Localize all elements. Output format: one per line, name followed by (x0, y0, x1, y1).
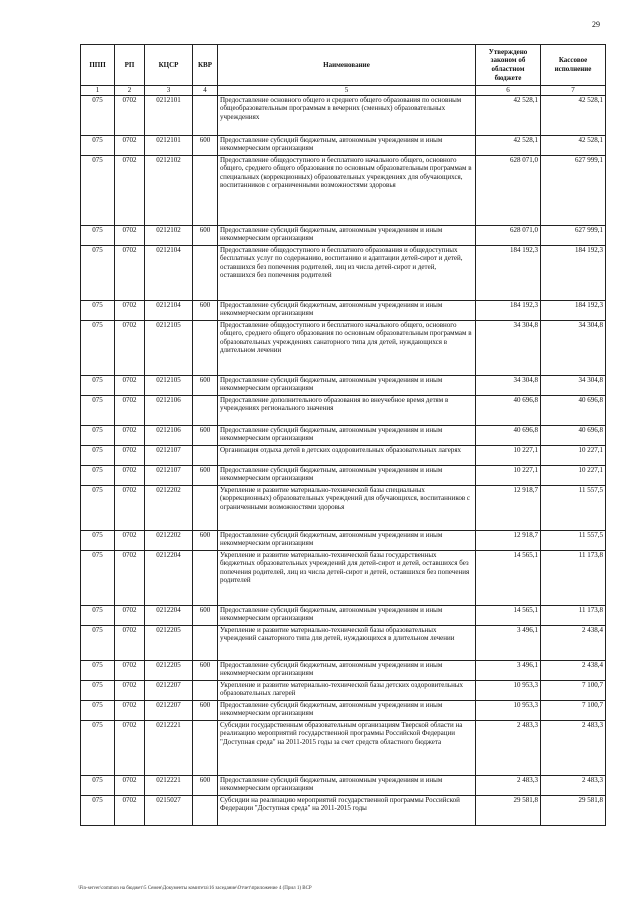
cell-kcsr: 0212104 (145, 245, 193, 300)
cell-kvr: 600 (193, 605, 218, 625)
cell-approved: 184 192,3 (476, 245, 541, 300)
cell-kvr: 600 (193, 135, 218, 155)
cell-name: Предоставление основного общего и среднего общего образования по основным общеобразовательным программам в вечерних (сменных) образовательных учреждениях (218, 95, 476, 135)
cell-ppp: 075 (81, 375, 115, 395)
cell-kvr: 600 (193, 465, 218, 485)
table-row (81, 530, 606, 550)
cell-rp: 0702 (115, 95, 145, 135)
cell-name: Укрепление и развитие материально-технической базы детских оздоровительных образовательных лагерей (218, 680, 476, 700)
cell-kcsr: 0215027 (145, 795, 193, 825)
col-header-executed: Кассовое исполнение (541, 45, 606, 86)
cell-name: Предоставление общедоступного и бесплатного начального общего, основного общего, среднего общего образования по основным образовательным программам в специальных (коррекционных) образовательных учреждениях для обучающихся, воспитанников с ограниченными возможностями здоровья (218, 155, 476, 225)
cell-executed: 11 173,8 (541, 550, 606, 605)
cell-ppp: 075 (81, 680, 115, 700)
cell-rp: 0702 (115, 245, 145, 300)
cell-name: Предоставление общедоступного и бесплатного образования и общедоступных бесплатных услуг по содержанию, воспитанию и адаптации детей-сирот и детей, оставшихся без попечения родителей, лиц из числа детей-сирот и детей, оставшихся без попечения родителей (218, 245, 476, 300)
col-number: 5 (218, 86, 476, 96)
cell-kcsr: 0212102 (145, 155, 193, 225)
table-row (81, 445, 606, 465)
cell-executed: 11 173,8 (541, 605, 606, 625)
cell-executed: 29 581,8 (541, 795, 606, 825)
cell-kcsr: 0212107 (145, 445, 193, 465)
cell-ppp: 075 (81, 155, 115, 225)
cell-approved: 628 071,0 (476, 155, 541, 225)
cell-rp: 0702 (115, 300, 145, 320)
cell-rp: 0702 (115, 155, 145, 225)
cell-rp: 0702 (115, 395, 145, 425)
cell-approved: 628 071,0 (476, 225, 541, 245)
table-row (81, 155, 606, 225)
cell-kcsr: 0212207 (145, 700, 193, 720)
cell-approved: 40 696,8 (476, 395, 541, 425)
cell-rp: 0702 (115, 720, 145, 775)
cell-approved: 14 565,1 (476, 605, 541, 625)
col-header-kvr: КВР (193, 45, 218, 86)
cell-rp: 0702 (115, 135, 145, 155)
cell-rp: 0702 (115, 795, 145, 825)
cell-rp: 0702 (115, 700, 145, 720)
cell-rp: 0702 (115, 530, 145, 550)
cell-approved: 3 496,1 (476, 625, 541, 660)
cell-executed: 40 696,8 (541, 395, 606, 425)
cell-ppp: 075 (81, 720, 115, 775)
footer-file-path: \Fin-server\common на бюджет\5 Семен\Документы комитета\16 заседание\Отчет\приложение 4 (Прил 1) ВСР (78, 886, 312, 891)
cell-approved: 14 565,1 (476, 550, 541, 605)
cell-kcsr: 0212204 (145, 605, 193, 625)
cell-rp: 0702 (115, 445, 145, 465)
cell-name: Предоставление общедоступного и бесплатного начального общего, основного общего, среднего общего образования по основным образовательным программам в образовательных учреждениях санаторного типа для детей, нуждающихся в длительном лечении (218, 320, 476, 375)
cell-name: Предоставление субсидий бюджетным, автономным учреждениям и иным некоммерческим организациям (218, 225, 476, 245)
cell-executed: 184 192,3 (541, 245, 606, 300)
cell-kcsr: 0212205 (145, 660, 193, 680)
cell-ppp: 075 (81, 795, 115, 825)
cell-kcsr: 0212101 (145, 135, 193, 155)
cell-executed: 2 483,3 (541, 720, 606, 775)
col-number: 3 (145, 86, 193, 96)
page-number: 29 (592, 20, 600, 29)
col-header-approved: Утверждено законом об областном бюджете (476, 45, 541, 86)
table-row (81, 775, 606, 795)
col-header-kcsr: КЦСР (145, 45, 193, 86)
cell-kvr (193, 720, 218, 775)
cell-approved: 34 304,8 (476, 320, 541, 375)
cell-kcsr: 0212106 (145, 395, 193, 425)
col-number: 7 (541, 86, 606, 96)
col-number: 6 (476, 86, 541, 96)
cell-kcsr: 0212202 (145, 485, 193, 530)
cell-kcsr: 0212102 (145, 225, 193, 245)
table-row (81, 135, 606, 155)
cell-approved: 3 496,1 (476, 660, 541, 680)
cell-approved: 10 953,3 (476, 700, 541, 720)
cell-kcsr: 0212105 (145, 375, 193, 395)
cell-rp: 0702 (115, 425, 145, 445)
table-row (81, 375, 606, 395)
cell-executed: 627 999,1 (541, 225, 606, 245)
cell-kcsr: 0212105 (145, 320, 193, 375)
cell-executed: 42 528,1 (541, 135, 606, 155)
cell-approved: 10 953,3 (476, 680, 541, 700)
cell-executed: 2 438,4 (541, 625, 606, 660)
cell-rp: 0702 (115, 625, 145, 660)
cell-approved: 10 227,1 (476, 445, 541, 465)
cell-executed: 42 528,1 (541, 95, 606, 135)
cell-approved: 29 581,8 (476, 795, 541, 825)
cell-executed: 7 100,7 (541, 680, 606, 700)
header-row (81, 45, 606, 86)
cell-ppp: 075 (81, 625, 115, 660)
cell-kvr (193, 550, 218, 605)
cell-rp: 0702 (115, 225, 145, 245)
budget-table (80, 44, 606, 826)
table-row (81, 625, 606, 660)
cell-name: Предоставление субсидий бюджетным, автономным учреждениям и иным некоммерческим организациям (218, 425, 476, 445)
cell-kcsr: 0212221 (145, 775, 193, 795)
cell-approved: 40 696,8 (476, 425, 541, 445)
cell-kvr (193, 95, 218, 135)
cell-approved: 12 918,7 (476, 485, 541, 530)
cell-ppp: 075 (81, 605, 115, 625)
cell-kcsr: 0212107 (145, 465, 193, 485)
cell-executed: 11 557,5 (541, 530, 606, 550)
cell-name: Укрепление и развитие материально-технической базы образовательных учреждений санаторного типа для детей, нуждающихся в длительном лечении (218, 625, 476, 660)
col-header-rp: РП (115, 45, 145, 86)
cell-name: Организация отдыха детей в детских оздоровительных образовательных лагерях (218, 445, 476, 465)
col-header-ppp: ППП (81, 45, 115, 86)
cell-name: Предоставление субсидий бюджетным, автономным учреждениям и иным некоммерческим организациям (218, 465, 476, 485)
cell-kcsr: 0212207 (145, 680, 193, 700)
col-header-name: Наименование (218, 45, 476, 86)
cell-ppp: 075 (81, 700, 115, 720)
table-row (81, 300, 606, 320)
cell-kvr: 600 (193, 375, 218, 395)
cell-kvr: 600 (193, 775, 218, 795)
table-row (81, 395, 606, 425)
table-row (81, 795, 606, 825)
cell-kvr: 600 (193, 530, 218, 550)
cell-rp: 0702 (115, 775, 145, 795)
cell-approved: 2 483,3 (476, 720, 541, 775)
table-row (81, 245, 606, 300)
cell-kvr (193, 395, 218, 425)
cell-kcsr: 0212221 (145, 720, 193, 775)
cell-rp: 0702 (115, 605, 145, 625)
cell-executed: 10 227,1 (541, 465, 606, 485)
cell-rp: 0702 (115, 320, 145, 375)
cell-kvr (193, 245, 218, 300)
cell-ppp: 075 (81, 320, 115, 375)
table-row (81, 485, 606, 530)
cell-kvr (193, 680, 218, 700)
cell-name: Укрепление и развитие материально-технической базы государственных бюджетных образовательных учреждений для детей-сирот и детей, оставшихся без попечения родителей, лиц из числа детей-сирот и детей, оставшихся без попечения родителей (218, 550, 476, 605)
cell-kvr (193, 795, 218, 825)
cell-ppp: 075 (81, 300, 115, 320)
cell-name: Предоставление субсидий бюджетным, автономным учреждениям и иным некоммерческим организациям (218, 700, 476, 720)
cell-kvr (193, 445, 218, 465)
cell-kvr (193, 320, 218, 375)
cell-ppp: 075 (81, 465, 115, 485)
cell-ppp: 075 (81, 135, 115, 155)
cell-ppp: 075 (81, 225, 115, 245)
cell-executed: 34 304,8 (541, 320, 606, 375)
cell-rp: 0702 (115, 660, 145, 680)
cell-kvr: 600 (193, 425, 218, 445)
cell-kcsr: 0212205 (145, 625, 193, 660)
cell-rp: 0702 (115, 375, 145, 395)
cell-name: Предоставление субсидий бюджетным, автономным учреждениям и иным некоммерческим организациям (218, 775, 476, 795)
cell-kvr: 600 (193, 660, 218, 680)
table-row (81, 320, 606, 375)
cell-name: Предоставление дополнительного образования во внеучебное время детям в учреждениях регионального значения (218, 395, 476, 425)
cell-ppp: 075 (81, 775, 115, 795)
cell-executed: 2 438,4 (541, 660, 606, 680)
cell-executed: 184 192,3 (541, 300, 606, 320)
cell-executed: 34 304,8 (541, 375, 606, 395)
cell-approved: 42 528,1 (476, 135, 541, 155)
cell-approved: 42 528,1 (476, 95, 541, 135)
table-row (81, 680, 606, 700)
cell-name: Предоставление субсидий бюджетным, автономным учреждениям и иным некоммерческим организациям (218, 605, 476, 625)
table-row (81, 465, 606, 485)
col-number: 1 (81, 86, 115, 96)
table-row (81, 700, 606, 720)
cell-kvr: 600 (193, 225, 218, 245)
cell-name: Предоставление субсидий бюджетным, автономным учреждениям и иным некоммерческим организациям (218, 660, 476, 680)
cell-kvr (193, 485, 218, 530)
cell-ppp: 075 (81, 95, 115, 135)
table-row (81, 550, 606, 605)
cell-ppp: 075 (81, 530, 115, 550)
cell-executed: 2 483,3 (541, 775, 606, 795)
cell-ppp: 075 (81, 550, 115, 605)
cell-kvr (193, 625, 218, 660)
table-row (81, 225, 606, 245)
table-row (81, 660, 606, 680)
cell-kcsr: 0212202 (145, 530, 193, 550)
cell-rp: 0702 (115, 485, 145, 530)
table-row (81, 605, 606, 625)
cell-kcsr: 0212106 (145, 425, 193, 445)
col-number: 2 (115, 86, 145, 96)
cell-executed: 627 999,1 (541, 155, 606, 225)
cell-rp: 0702 (115, 465, 145, 485)
cell-executed: 7 100,7 (541, 700, 606, 720)
cell-executed: 11 557,5 (541, 485, 606, 530)
cell-name: Субсидии на реализацию мероприятий государственной программы Российской Федерации "Доступная среда" на 2011-2015 годы (218, 795, 476, 825)
cell-kcsr: 0212104 (145, 300, 193, 320)
cell-name: Субсидии государственным образовательным организациям Тверской области на реализацию мероприятий государственной программы Российской Федерации "Доступная среда" на 2011-2015 годы за счет средств областного бюджета (218, 720, 476, 775)
cell-approved: 34 304,8 (476, 375, 541, 395)
column-number-row (81, 86, 606, 96)
cell-name: Предоставление субсидий бюджетным, автономным учреждениям и иным некоммерческим организациям (218, 135, 476, 155)
cell-executed: 10 227,1 (541, 445, 606, 465)
cell-executed: 40 696,8 (541, 425, 606, 445)
table-row (81, 425, 606, 445)
cell-approved: 10 227,1 (476, 465, 541, 485)
cell-ppp: 075 (81, 245, 115, 300)
cell-approved: 2 483,3 (476, 775, 541, 795)
cell-kvr (193, 155, 218, 225)
cell-ppp: 075 (81, 445, 115, 465)
cell-ppp: 075 (81, 425, 115, 445)
cell-kvr: 600 (193, 700, 218, 720)
cell-ppp: 075 (81, 660, 115, 680)
cell-kcsr: 0212204 (145, 550, 193, 605)
table-row (81, 95, 606, 135)
cell-approved: 184 192,3 (476, 300, 541, 320)
cell-kvr: 600 (193, 300, 218, 320)
cell-rp: 0702 (115, 680, 145, 700)
cell-rp: 0702 (115, 550, 145, 605)
cell-ppp: 075 (81, 395, 115, 425)
cell-name: Предоставление субсидий бюджетным, автономным учреждениям и иным некоммерческим организациям (218, 375, 476, 395)
cell-name: Предоставление субсидий бюджетным, автономным учреждениям и иным некоммерческим организациям (218, 530, 476, 550)
table-row (81, 720, 606, 775)
cell-approved: 12 918,7 (476, 530, 541, 550)
cell-ppp: 075 (81, 485, 115, 530)
col-number: 4 (193, 86, 218, 96)
cell-kcsr: 0212101 (145, 95, 193, 135)
cell-name: Укрепление и развитие материально-технической базы специальных (коррекционных) образовательных учреждений для обучающихся, воспитанников с ограниченными возможностями здоровья (218, 485, 476, 530)
cell-name: Предоставление субсидий бюджетным, автономным учреждениям и иным некоммерческим организациям (218, 300, 476, 320)
